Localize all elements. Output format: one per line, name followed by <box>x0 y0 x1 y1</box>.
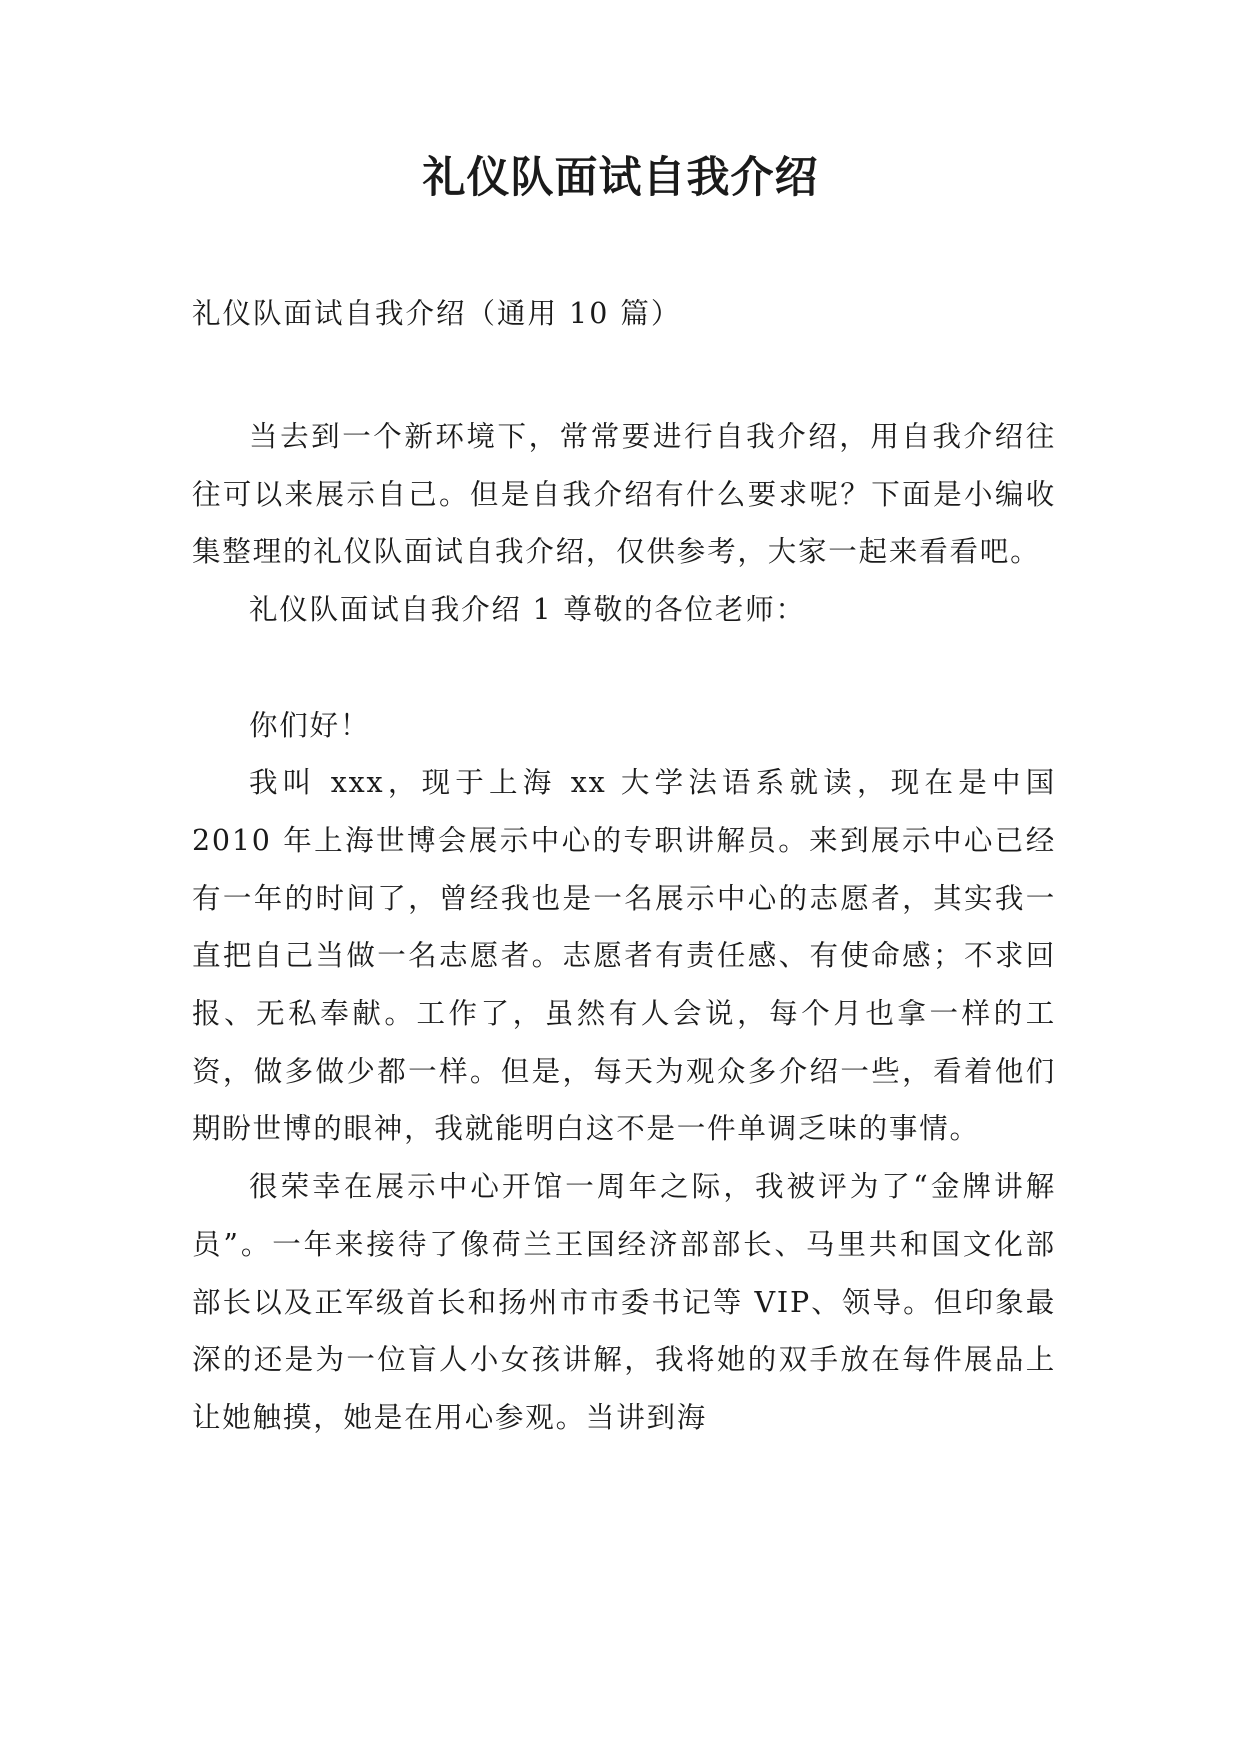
greeting-paragraph: 你们好！ <box>249 708 371 742</box>
intro-paragraph: 当去到一个新环境下，常常要进行自我介绍，用自我介绍往往可以来展示自己。但是自我介绍有什么要求呢？下面是小编收集整理的礼仪队面试自我介绍，仅供参考，大家一起来看看吧。 <box>192 420 1056 569</box>
document-subtitle: 礼仪队面试自我介绍（通用 10 篇） <box>192 297 682 330</box>
document-body <box>192 408 1056 1447</box>
document-title: 礼仪队面试自我介绍 <box>422 153 819 203</box>
body-paragraph: 很荣幸在展示中心开馆一周年之际，我被评为了“金牌讲解员”。一年来接待了像荷兰王国经济部部长、马里共和国文化部部长以及正军级首长和扬州市市委书记等 VIP、领导。但印象最深的还是为一位盲人小女孩讲解，我将她的双手放在每件展品上让她触摸，她是在用心参观。当讲到海 <box>192 1170 1056 1434</box>
body-paragraph: 我叫 xxx，现于上海 xx 大学法语系就读，现在是中国 2010 年上海世博会展示中心的专职讲解员。来到展示中心已经有一年的时间了，曾经我也是一名展示中心的志愿者，其实我一直把自己当做一名志愿者。志愿者有责任感、有使命感；不求回报、无私奉献。工作了，虽然有人会说，每个月也拿一样的工资，做多做少都一样。但是，每天为观众多介绍一些，看着他们期盼世博的眼神，我就能明白这不是一件单调乏味的事情。 <box>192 766 1056 1146</box>
section-heading-paragraph: 礼仪队面试自我介绍 1 尊敬的各位老师： <box>249 593 806 627</box>
